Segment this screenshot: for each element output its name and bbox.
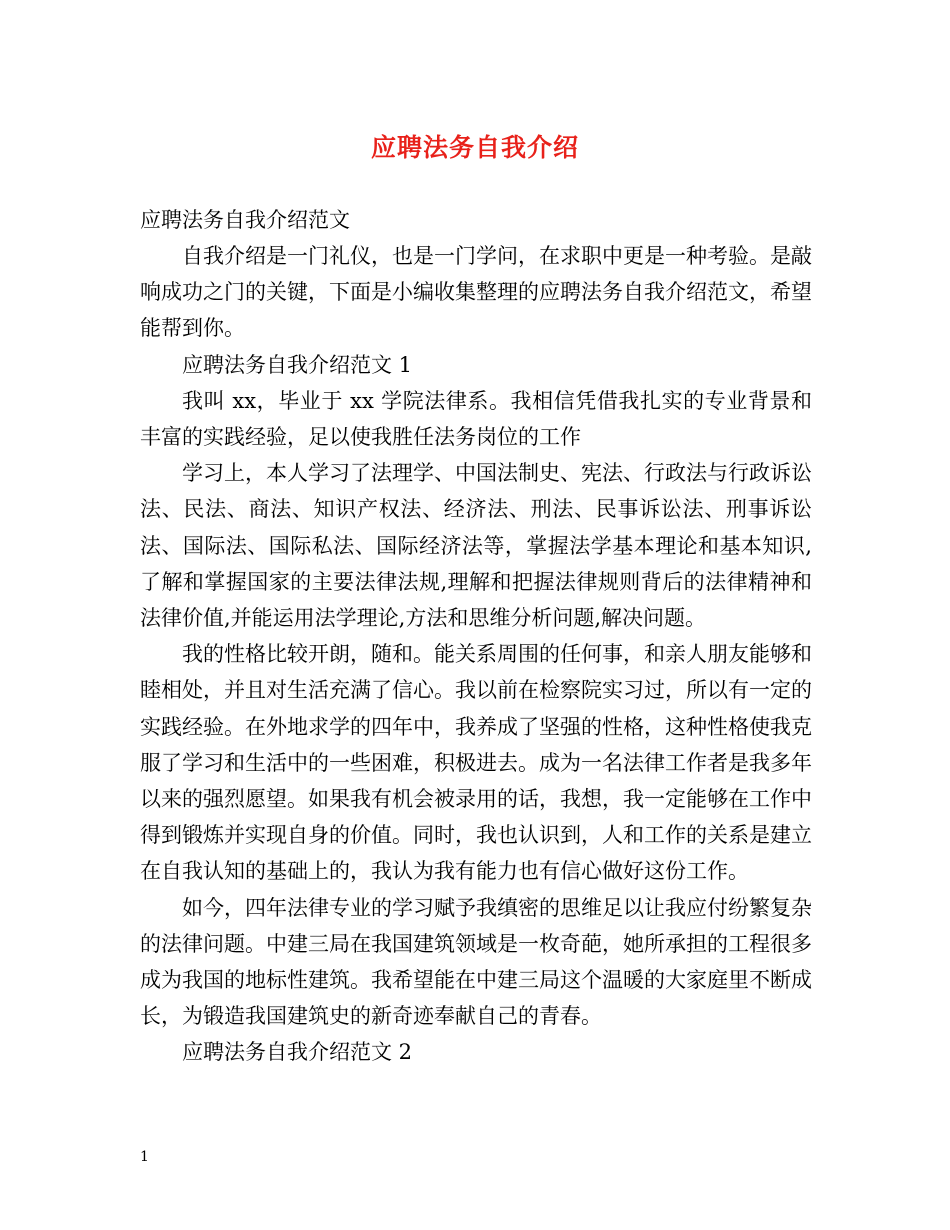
document-title: 应聘法务自我介绍: [370, 133, 579, 162]
document-subtitle: 应聘法务自我介绍范文: [140, 208, 350, 232]
page-number: 1: [140, 1149, 149, 1165]
section-heading-2: 应聘法务自我介绍范文 2: [182, 1040, 413, 1065]
document-body: [140, 238, 812, 1071]
body-paragraph: 我的性格比较开朗，随和。能关系周围的任何事，和亲人朋友能够和睦相处，并且对生活充满了信心。我以前在检察院实习过，所以有一定的实践经验。在外地求学的四年中，我养成了坚强的性格，这种性格使我克服了学习和生活中的一些困难，积极进去。成为一名法律工作者是我多年以来的强烈愿望。如果我有机会被录用的话，我想，我一定能够在工作中得到锻炼并实现自身的价值。同时，我也认识到，人和工作的关系是建立在自我认知的基础上的，我认为我有能力也有信心做好这份工作。: [140, 642, 812, 884]
section-heading-1: 应聘法务自我介绍范文 1: [182, 352, 413, 377]
body-paragraph: 学习上，本人学习了法理学、中国法制史、宪法、行政法与行政诉讼法、民法、商法、知识产权法、经济法、刑法、民事诉讼法、刑事诉讼法、国际法、国际私法、国际经济法等，掌握法学基本理论和基本知识,了解和掌握国家的主要法律法规,理解和把握法律规则背后的法律精神和法律价值,并能运用法学理论,方法和思维分析问题,解决问题。: [140, 461, 812, 631]
body-paragraph: 如今，四年法律专业的学习赋予我缜密的思维足以让我应付纷繁复杂的法律问题。中建三局在我国建筑领域是一枚奇葩，她所承担的工程很多成为我国的地标性建筑。我希望能在中建三局这个温暖的大家庭里不断成长，为锻造我国建筑史的新奇迹奉献自己的青春。: [140, 895, 812, 1029]
body-paragraph: 我叫 xx，毕业于 xx 学院法律系。我相信凭借我扎实的专业背景和丰富的实践经验，足以使我胜任法务岗位的工作: [140, 388, 812, 450]
intro-paragraph: 自我介绍是一门礼仪，也是一门学问，在求职中更是一种考验。是敲响成功之门的关键，下面是小编收集整理的应聘法务自我介绍范文，希望能帮到你。: [140, 244, 812, 341]
